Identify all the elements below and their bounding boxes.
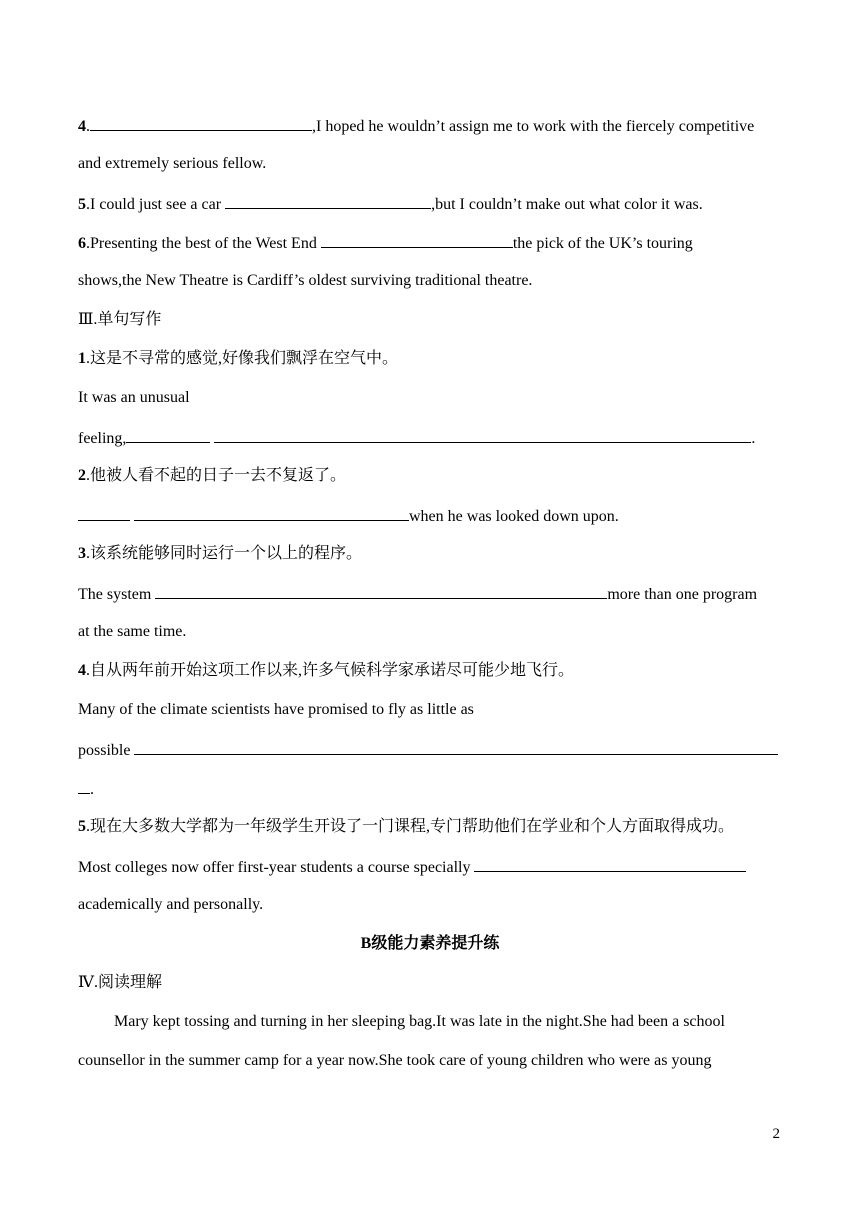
page-number: 2	[772, 1126, 780, 1142]
s3-q3-english-2: at the same time.	[78, 623, 187, 640]
answer-blank[interactable]	[155, 583, 607, 599]
answer-blank[interactable]	[321, 232, 513, 248]
s2-q6-line2: shows,the New Theatre is Cardiff’s oldest surviving traditional theatre.	[78, 272, 533, 289]
answer-blank[interactable]	[90, 115, 312, 131]
s3-q4-chinese: 4.自从两年前开始这项工作以来,许多气候科学家承诺尽可能少地飞行。	[78, 662, 575, 679]
s2-q6-number: 6	[78, 235, 86, 252]
section-4-heading: Ⅳ.阅读理解	[78, 974, 162, 991]
answer-blank[interactable]	[134, 739, 778, 755]
s3-q5-chinese: 5.现在大多数大学都为一年级学生开设了一门课程,专门帮助他们在学业和个人方面取得成功。	[78, 818, 735, 835]
s3-q5-english-1: Most colleges now offer first-year students a course specially	[78, 856, 746, 878]
section-3-heading: Ⅲ.单句写作	[78, 311, 162, 328]
s2-q4-line1: 4. ,I hoped he wouldn’t assign me to work with the fiercely competitive	[78, 115, 754, 137]
s3-q1-chinese: 1.这是不寻常的感觉,好像我们飘浮在空气中。	[78, 350, 399, 367]
s2-q6-line1: 6.Presenting the best of the West End the pick of the UK’s touring	[78, 232, 693, 254]
s2-q4-number: 4	[78, 118, 86, 135]
answer-blank[interactable]	[78, 778, 90, 794]
reading-paragraph-line-1: Mary kept tossing and turning in her sleeping bag.It was late in the night.She had been a school	[114, 1013, 725, 1030]
s3-q2-chinese: 2.他被人看不起的日子一去不复返了。	[78, 467, 347, 484]
s3-q4-english-2: possible	[78, 739, 778, 761]
s3-q1-english-1: It was an unusual	[78, 389, 190, 406]
s2-q5-line: 5.I could just see a car ,but I couldn’t make out what color it was.	[78, 193, 703, 215]
answer-blank[interactable]	[225, 193, 431, 209]
s3-q1-english-2: feeling, .	[78, 427, 755, 449]
reading-paragraph-line-2: counsellor in the summer camp for a year now.She took care of young children who were as young	[78, 1052, 712, 1069]
s3-q5-english-2: academically and personally.	[78, 896, 264, 913]
answer-blank[interactable]	[126, 427, 210, 443]
s3-q4-english-1: Many of the climate scientists have promised to fly as little as	[78, 701, 474, 718]
s3-q3-english-1: The system more than one program	[78, 583, 757, 605]
answer-blank[interactable]	[474, 856, 746, 872]
s3-q4-english-3: .	[78, 778, 94, 800]
answer-blank[interactable]	[134, 505, 409, 521]
s3-q2-english: when he was looked down upon.	[78, 505, 619, 527]
section-b-title: B级能力素养提升练	[360, 935, 500, 952]
s2-q4-line2: and extremely serious fellow.	[78, 155, 267, 172]
s2-q5-number: 5	[78, 196, 86, 213]
answer-blank[interactable]	[78, 505, 130, 521]
answer-blank[interactable]	[214, 427, 751, 443]
s3-q3-chinese: 3.该系统能够同时运行一个以上的程序。	[78, 545, 363, 562]
